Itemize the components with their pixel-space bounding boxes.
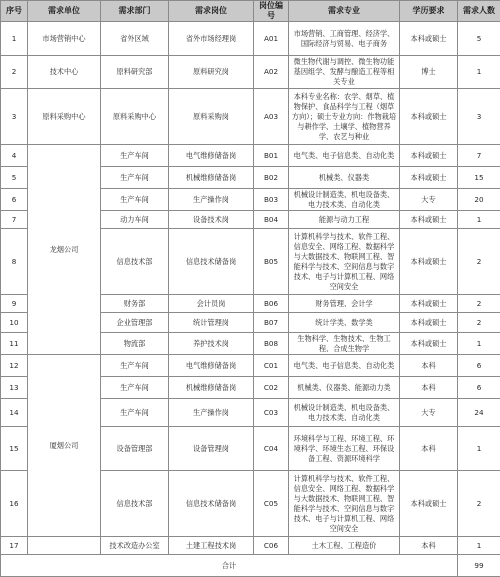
cell-dept: 财务部 bbox=[101, 295, 169, 313]
table-row bbox=[1, 22, 500, 56]
cell-code: B02 bbox=[254, 167, 289, 189]
cell-edu: 大专 bbox=[400, 399, 458, 427]
cell-no: 17 bbox=[1, 537, 28, 555]
table-row bbox=[1, 89, 500, 145]
cell-major: 生物科学、生物技术、生物工程、合成生物学 bbox=[289, 333, 400, 355]
total-label: 合计 bbox=[1, 555, 458, 577]
cell-dept: 动力车间 bbox=[101, 211, 169, 229]
cell-count: 2 bbox=[458, 471, 500, 537]
cell-post: 信息技术储备岗 bbox=[169, 229, 254, 295]
cell-code: B06 bbox=[254, 295, 289, 313]
cell-major: 计算机科学与技术、软件工程、信息安全、网络工程、数据科学与大数据技术、物联网工程、智能科学与技术、空间信息与数字技术、电子与计算机工程、网络空间安全 bbox=[289, 229, 400, 295]
cell-major: 机械设计制造类、机电设备类、电力技术类、自动化类 bbox=[289, 189, 400, 211]
cell-no: 4 bbox=[1, 145, 28, 167]
cell-dept: 生产车间 bbox=[101, 145, 169, 167]
cell-post: 信息技术储备岗 bbox=[169, 471, 254, 537]
cell-code: B08 bbox=[254, 333, 289, 355]
cell-no: 2 bbox=[1, 56, 28, 89]
cell-unit: 技术中心 bbox=[28, 56, 101, 89]
cell-count: 1 bbox=[458, 211, 500, 229]
cell-count: 6 bbox=[458, 377, 500, 399]
cell-code: B04 bbox=[254, 211, 289, 229]
cell-major: 财务管理、会计学 bbox=[289, 295, 400, 313]
cell-no: 14 bbox=[1, 399, 28, 427]
cell-count: 1 bbox=[458, 427, 500, 471]
cell-count: 5 bbox=[458, 22, 500, 56]
cell-edu: 本科或硕士 bbox=[400, 22, 458, 56]
total-row bbox=[1, 555, 500, 577]
cell-edu: 本科或硕士 bbox=[400, 89, 458, 145]
cell-post: 原料研究岗 bbox=[169, 56, 254, 89]
total-count: 99 bbox=[458, 555, 500, 577]
cell-major: 本科专业名称：农学、烟草、植物保护、食品科学与工程（烟草方向）；硕士专业方向：作物栽培与耕作学、土壤学、植物营养学、农艺与种业 bbox=[289, 89, 400, 145]
cell-dept: 设备管理部 bbox=[101, 427, 169, 471]
cell-no: 1 bbox=[1, 22, 28, 56]
cell-major: 统计学类、数学类 bbox=[289, 313, 400, 333]
cell-count: 6 bbox=[458, 355, 500, 377]
cell-edu: 本科或硕士 bbox=[400, 295, 458, 313]
cell-count: 7 bbox=[458, 145, 500, 167]
header-edu: 学历要求 bbox=[400, 1, 458, 22]
cell-code: A02 bbox=[254, 56, 289, 89]
cell-code: C01 bbox=[254, 355, 289, 377]
cell-code: A01 bbox=[254, 22, 289, 56]
cell-major: 能源与动力工程 bbox=[289, 211, 400, 229]
header-major: 需求专业 bbox=[289, 1, 400, 22]
cell-edu: 本科或硕士 bbox=[400, 229, 458, 295]
cell-dept: 生产车间 bbox=[101, 355, 169, 377]
cell-edu: 本科或硕士 bbox=[400, 333, 458, 355]
cell-code: C06 bbox=[254, 537, 289, 555]
table-row bbox=[1, 56, 500, 89]
cell-post: 电气维修储备岗 bbox=[169, 145, 254, 167]
cell-no: 5 bbox=[1, 167, 28, 189]
cell-unit: 市场营销中心 bbox=[28, 22, 101, 56]
cell-count: 1 bbox=[458, 333, 500, 355]
cell-unit-empty bbox=[28, 537, 101, 555]
cell-edu: 本科或硕士 bbox=[400, 167, 458, 189]
header-post: 需求岗位 bbox=[169, 1, 254, 22]
cell-no: 11 bbox=[1, 333, 28, 355]
cell-post: 省外市场经理岗 bbox=[169, 22, 254, 56]
cell-edu: 本科或硕士 bbox=[400, 313, 458, 333]
cell-count: 20 bbox=[458, 189, 500, 211]
cell-edu: 本科 bbox=[400, 427, 458, 471]
cell-dept: 原料采购中心 bbox=[101, 89, 169, 145]
cell-dept: 生产车间 bbox=[101, 189, 169, 211]
cell-dept: 生产车间 bbox=[101, 399, 169, 427]
cell-code: C05 bbox=[254, 471, 289, 537]
cell-count: 24 bbox=[458, 399, 500, 427]
cell-post: 设备管理岗 bbox=[169, 427, 254, 471]
cell-code: B03 bbox=[254, 189, 289, 211]
cell-count: 15 bbox=[458, 167, 500, 189]
cell-code: C03 bbox=[254, 399, 289, 427]
cell-dept: 原料研究部 bbox=[101, 56, 169, 89]
cell-post: 机械维修储备岗 bbox=[169, 167, 254, 189]
cell-major: 市场营销、工商管理、经济学、国际经济与贸易、电子商务 bbox=[289, 22, 400, 56]
cell-post: 设备技术岗 bbox=[169, 211, 254, 229]
cell-code: C04 bbox=[254, 427, 289, 471]
cell-unit: 原料采购中心 bbox=[28, 89, 101, 145]
cell-no: 16 bbox=[1, 471, 28, 537]
cell-post: 统计管理岗 bbox=[169, 313, 254, 333]
cell-post: 会计员岗 bbox=[169, 295, 254, 313]
table-row bbox=[1, 537, 500, 555]
cell-major: 机械类、仪器类 bbox=[289, 167, 400, 189]
cell-post: 生产操作岗 bbox=[169, 189, 254, 211]
cell-dept: 企业管理部 bbox=[101, 313, 169, 333]
cell-post: 机械维修储备岗 bbox=[169, 377, 254, 399]
cell-post: 生产操作岗 bbox=[169, 399, 254, 427]
cell-unit-xiamen: 厦烟公司 bbox=[28, 355, 101, 537]
cell-edu: 本科或硕士 bbox=[400, 211, 458, 229]
cell-major: 电气类、电子信息类、自动化类 bbox=[289, 145, 400, 167]
cell-count: 2 bbox=[458, 295, 500, 313]
cell-major: 机械设计制造类、机电设备类、电力技术类、自动化类 bbox=[289, 399, 400, 427]
cell-code: B01 bbox=[254, 145, 289, 167]
header-code: 岗位编号 bbox=[254, 1, 289, 22]
cell-dept: 技术改造办公室 bbox=[101, 537, 169, 555]
cell-edu: 本科或硕士 bbox=[400, 145, 458, 167]
cell-code: A03 bbox=[254, 89, 289, 145]
cell-dept: 生产车间 bbox=[101, 377, 169, 399]
cell-no: 15 bbox=[1, 427, 28, 471]
cell-no: 12 bbox=[1, 355, 28, 377]
cell-code: C02 bbox=[254, 377, 289, 399]
cell-major: 电气类、电子信息类、自动化类 bbox=[289, 355, 400, 377]
cell-dept: 物流部 bbox=[101, 333, 169, 355]
cell-dept: 信息技术部 bbox=[101, 471, 169, 537]
cell-no: 9 bbox=[1, 295, 28, 313]
header-count: 需求人数 bbox=[458, 1, 500, 22]
cell-dept: 生产车间 bbox=[101, 167, 169, 189]
cell-count: 2 bbox=[458, 313, 500, 333]
cell-post: 土建工程技术岗 bbox=[169, 537, 254, 555]
table-row bbox=[1, 355, 500, 377]
cell-count: 1 bbox=[458, 56, 500, 89]
cell-major: 计算机科学与技术、软件工程、信息安全、网络工程、数据科学与大数据技术、物联网工程、智能科学与技术、空间信息与数字技术、电子与计算机工程、网络空间安全 bbox=[289, 471, 400, 537]
cell-code: B05 bbox=[254, 229, 289, 295]
cell-major: 微生物代谢与调控、微生物功能基因组学、发酵与酿造工程等相关专业 bbox=[289, 56, 400, 89]
cell-count: 2 bbox=[458, 229, 500, 295]
cell-no: 8 bbox=[1, 229, 28, 295]
header-unit: 需求单位 bbox=[28, 1, 101, 22]
cell-code: B07 bbox=[254, 313, 289, 333]
cell-edu: 本科或硕士 bbox=[400, 471, 458, 537]
cell-post: 电气维修储备岗 bbox=[169, 355, 254, 377]
cell-post: 养护技术岗 bbox=[169, 333, 254, 355]
cell-edu: 本科 bbox=[400, 537, 458, 555]
header-row bbox=[1, 1, 500, 22]
table-row bbox=[1, 145, 500, 167]
cell-count: 3 bbox=[458, 89, 500, 145]
cell-major: 环境科学与工程、环境工程、环境科学、环境生态工程、环保设备工程、资源环境科学 bbox=[289, 427, 400, 471]
cell-dept: 信息技术部 bbox=[101, 229, 169, 295]
header-dept: 需求部门 bbox=[101, 1, 169, 22]
cell-edu: 本科 bbox=[400, 377, 458, 399]
cell-post: 原料采购岗 bbox=[169, 89, 254, 145]
cell-no: 13 bbox=[1, 377, 28, 399]
cell-unit-longyan: 龙烟公司 bbox=[28, 145, 101, 355]
cell-no: 10 bbox=[1, 313, 28, 333]
cell-no: 6 bbox=[1, 189, 28, 211]
cell-major: 机械类、仪器类、能源动力类 bbox=[289, 377, 400, 399]
cell-major: 土木工程、工程造价 bbox=[289, 537, 400, 555]
cell-no: 7 bbox=[1, 211, 28, 229]
cell-edu: 大专 bbox=[400, 189, 458, 211]
cell-no: 3 bbox=[1, 89, 28, 145]
cell-edu: 博士 bbox=[400, 56, 458, 89]
cell-edu: 本科 bbox=[400, 355, 458, 377]
cell-dept: 省外区域 bbox=[101, 22, 169, 56]
header-no: 序号 bbox=[1, 1, 28, 22]
cell-count: 1 bbox=[458, 537, 500, 555]
